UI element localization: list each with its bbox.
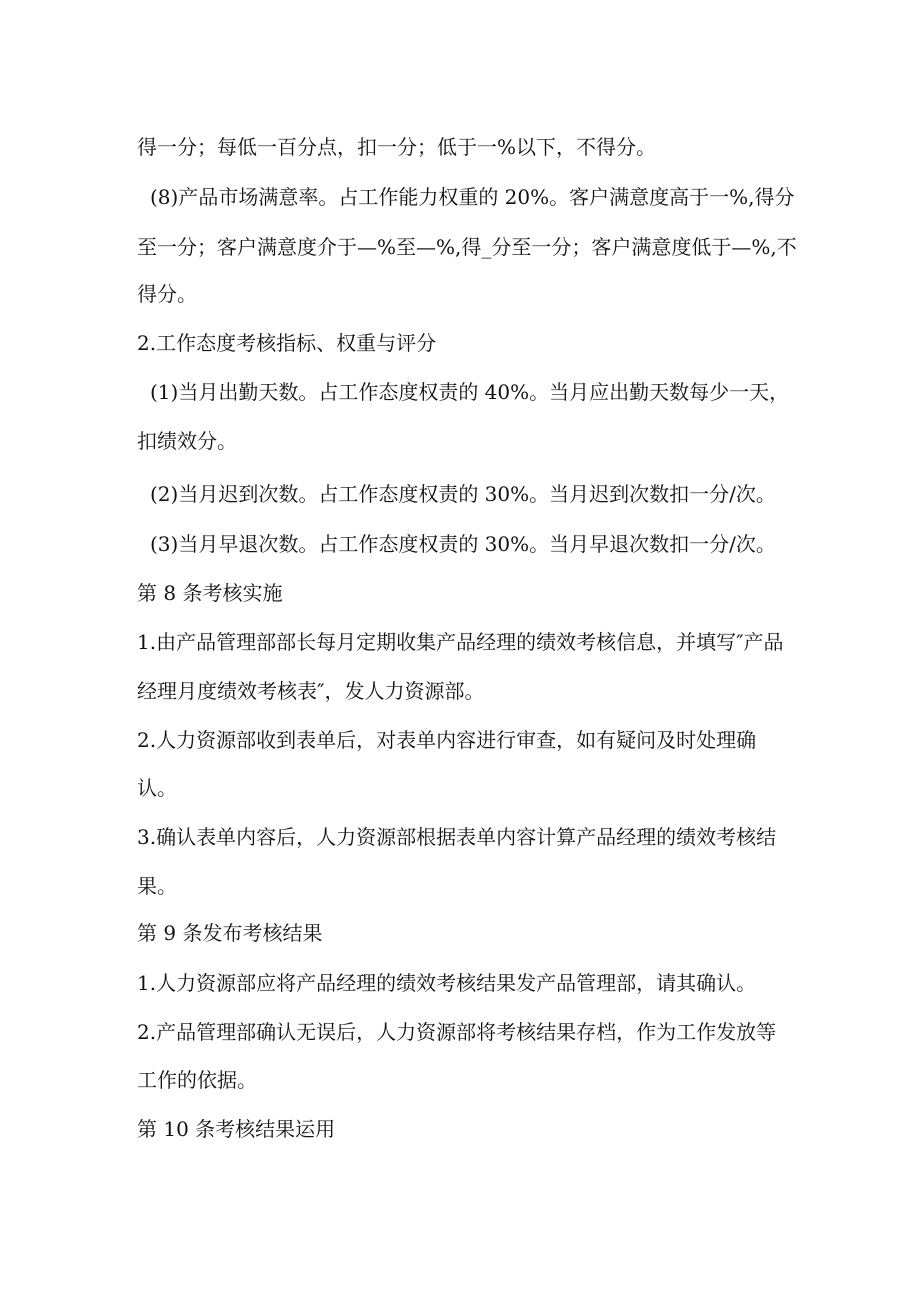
paragraph-line: (8)产品市场满意率。占工作能力权重的 20%。客户满意度高于一%,得分: [150, 185, 795, 209]
paragraph-line: 得一分；每低一百分点，扣一分；低于一%以下，不得分。: [137, 135, 657, 159]
article-heading: 第 10 条考核结果运用: [137, 1117, 336, 1141]
paragraph-line: (2)当月迟到次数。占工作态度权责的 30%。当月迟到次数扣一分/次。: [150, 482, 776, 506]
paragraph-line: 1.由产品管理部部长每月定期收集产品经理的绩效考核信息，并填写″产品: [137, 630, 784, 654]
paragraph-line: 至一分；客户满意度介于—%至—%,得_分至一分；客户满意度低于—%,不: [137, 235, 797, 259]
paragraph-line: 得分。: [137, 282, 197, 306]
paragraph-line: 1.人力资源部应将产品经理的绩效考核结果发产品管理部，请其确认。: [137, 971, 757, 995]
paragraph-line: (1)当月出勤天数。占工作态度权责的 40%。当月应出勤天数每少一天，: [150, 380, 790, 404]
paragraph-line: 认。: [137, 776, 177, 800]
paragraph-line: 果。: [137, 874, 177, 898]
paragraph-line: 经理月度绩效考核表″，发人力资源部。: [137, 679, 485, 703]
paragraph-line: 扣绩效分。: [137, 429, 237, 453]
section-heading: 2.工作态度考核指标、权重与评分: [137, 331, 437, 355]
paragraph-line: (3)当月早退次数。占工作态度权责的 30%。当月早退次数扣一分/次。: [150, 532, 776, 556]
article-heading: 第 8 条考核实施: [137, 581, 283, 605]
paragraph-line: 3.确认表单内容后，人力资源部根据表单内容计算产品经理的绩效考核结: [137, 825, 777, 849]
paragraph-line: 2.人力资源部收到表单后，对表单内容进行审查，如有疑问及时处理确: [137, 728, 757, 752]
paragraph-line: 工作的依据。: [137, 1068, 257, 1092]
paragraph-line: 2.产品管理部确认无误后，人力资源部将考核结果存档，作为工作发放等: [137, 1020, 777, 1044]
article-heading: 第 9 条发布考核结果: [137, 921, 323, 945]
